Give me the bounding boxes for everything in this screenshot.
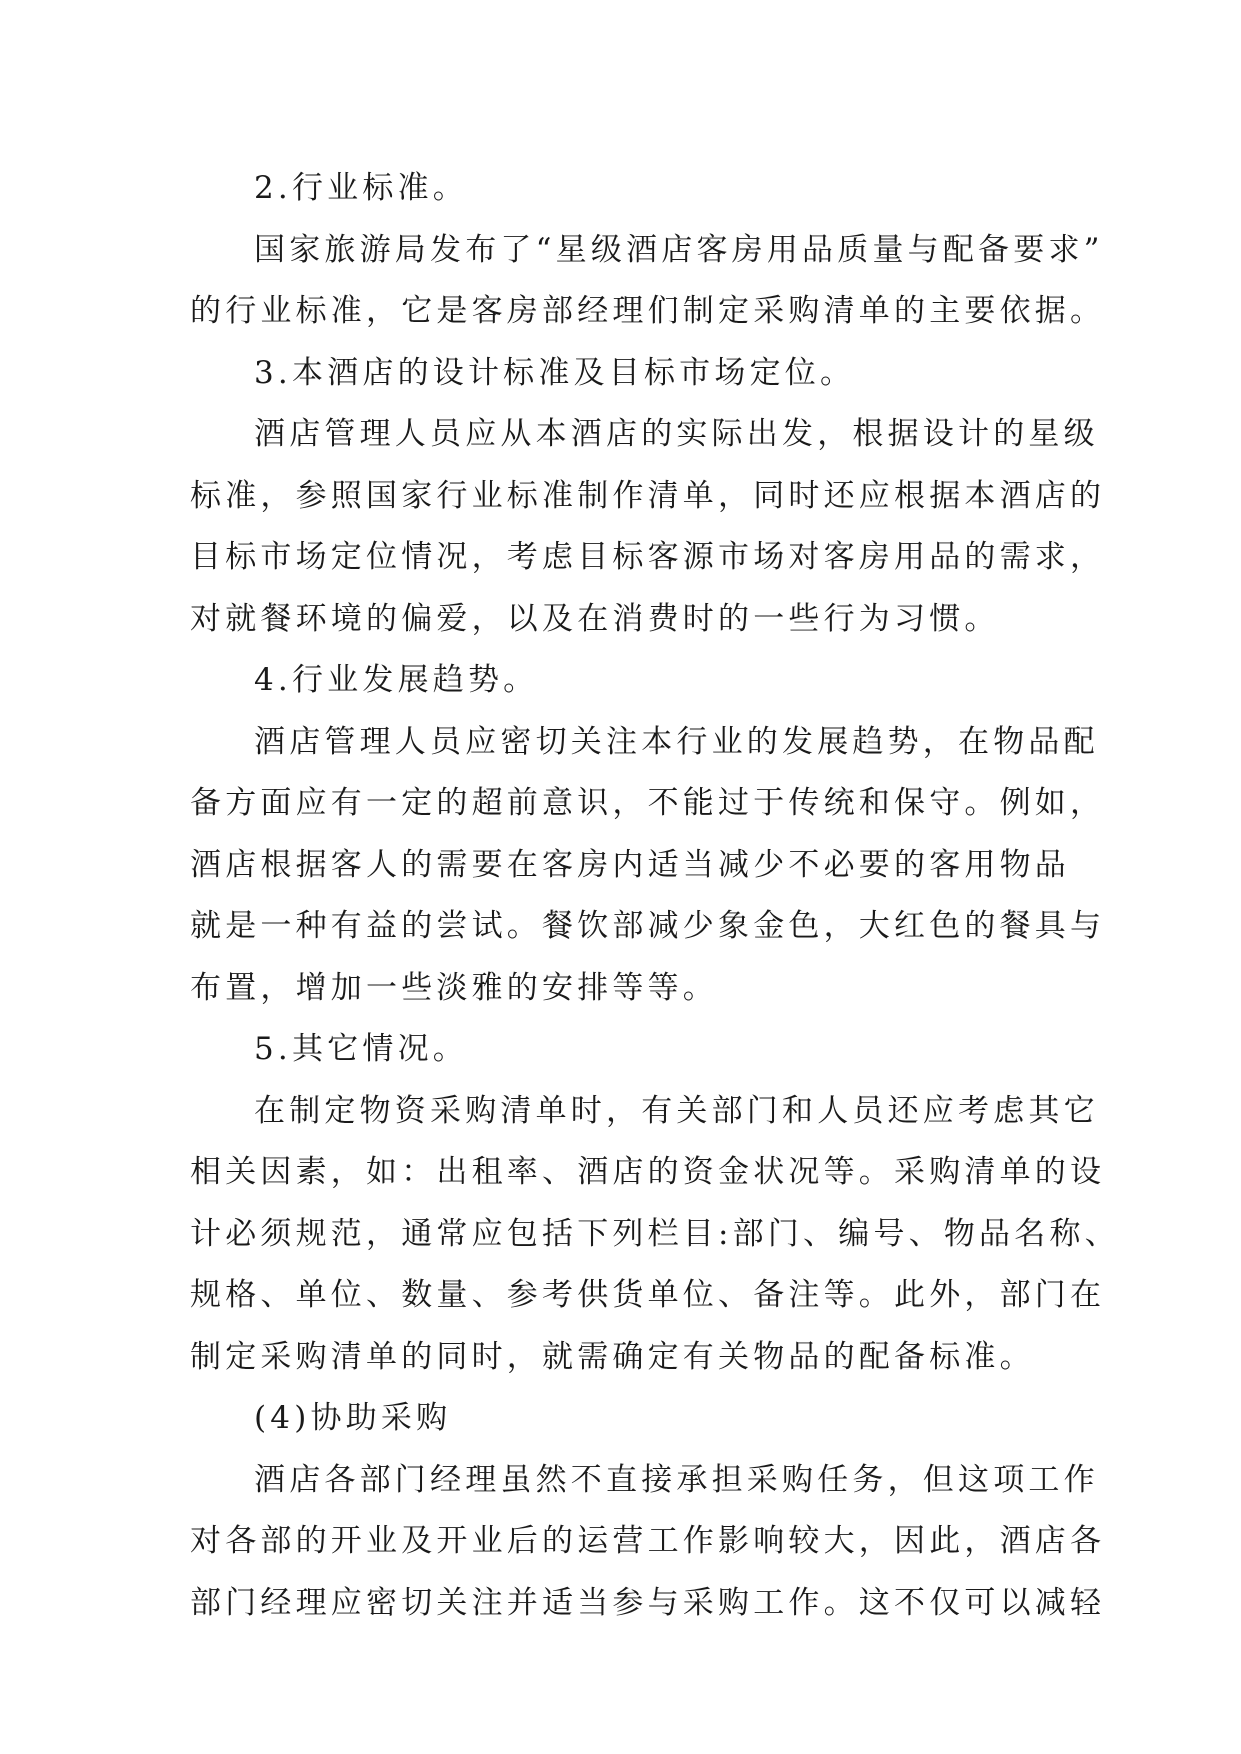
text-line: 计必须规范，通常应包括下列栏目:部门、编号、物品名称、 [190, 1215, 1120, 1252]
text-line: 的行业标准，它是客房部经理们制定采购清单的主要依据。 [190, 293, 1106, 329]
text-line: 在制定物资采购清单时，有关部门和人员还应考虑其它 [254, 1092, 1099, 1129]
text-line: 制定采购清单的同时，就需确定有关物品的配备标准。 [190, 1338, 1035, 1375]
text-line: 5.其它情况。 [254, 1031, 468, 1067]
text-line: 相关因素，如：出租率、酒店的资金状况等。采购清单的设 [190, 1154, 1106, 1190]
text-line: 国家旅游局发布了“星级酒店客房用品质量与配备要求” [254, 231, 1104, 268]
text-line: 4.行业发展趋势。 [254, 662, 539, 698]
text-line: 部门经理应密切关注并适当参与采购工作。这不仅可以减轻 [190, 1584, 1106, 1621]
body-text [190, 158, 1120, 1634]
text-line: 目标市场定位情况，考虑目标客源市场对客房用品的需求， [190, 539, 1106, 575]
text-line: 酒店管理人员应密切关注本行业的发展趋势，在物品配 [254, 723, 1099, 760]
text-line: 布置，增加一些淡雅的安排等等。 [190, 969, 718, 1006]
text-line: 3.本酒店的设计标准及目标市场定位。 [254, 354, 856, 391]
text-line: 对就餐环境的偏爱，以及在消费时的一些行为习惯。 [190, 600, 1000, 637]
text-line: 酒店管理人员应从本酒店的实际出发，根据设计的星级 [254, 416, 1099, 452]
text-line: 对各部的开业及开业后的运营工作影响较大，因此，酒店各 [190, 1523, 1106, 1559]
text-line: (4)协助采购 [254, 1400, 452, 1436]
text-line: 就是一种有益的尝试。餐饮部减少象金色，大红色的餐具与 [190, 908, 1106, 944]
text-line: 2.行业标准。 [254, 170, 468, 206]
text-line: 标准，参照国家行业标准制作清单，同时还应根据本酒店的 [190, 477, 1106, 514]
text-line: 酒店根据客人的需要在客房内适当减少不必要的客用物品 [190, 846, 1070, 883]
text-line: 规格、单位、数量、参考供货单位、备注等。此外，部门在 [190, 1277, 1106, 1313]
text-line: 酒店各部门经理虽然不直接承担采购任务，但这项工作 [254, 1461, 1099, 1498]
text-line: 备方面应有一定的超前意识，不能过于传统和保守。例如， [190, 785, 1106, 821]
